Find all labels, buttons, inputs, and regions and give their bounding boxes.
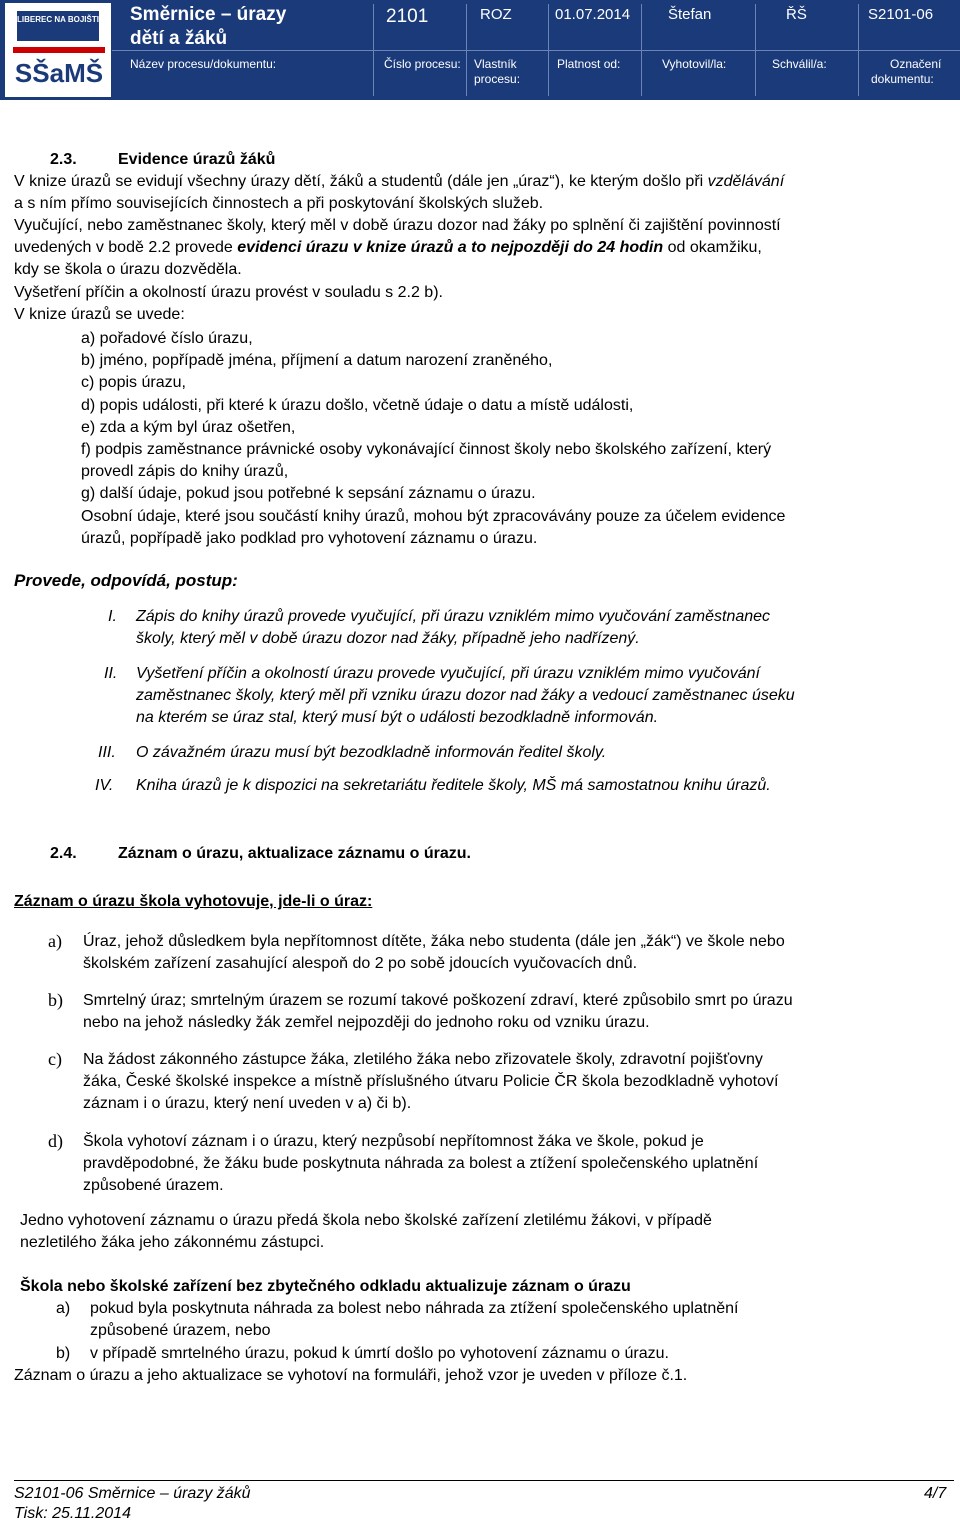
- header-col-divider: [548, 4, 549, 96]
- list-item: d) popis události, při které k úrazu došlo, včetně údaje o datu a místě události,: [81, 397, 634, 414]
- label-mark-1: Označení: [890, 57, 942, 71]
- footer-document: S2101-06 Směrnice – úrazy žáků: [14, 1485, 251, 1502]
- label-number: Číslo procesu:: [384, 57, 461, 71]
- text-run-italic: vzdělávání: [707, 173, 785, 190]
- valid-from: 01.07.2014: [555, 6, 631, 23]
- paragraph-line: Vyučující, nebo zaměstnanec školy, který měl v době úrazu dozor nad žáky po splnění či zajištění povinností: [14, 217, 781, 234]
- label-valid: Platnost od:: [557, 57, 621, 71]
- procedure-line: Kniha úrazů je k dispozici na sekretariátu ředitele školy, MŠ má samostatnou knihu úrazů.: [136, 777, 771, 794]
- text-run-bold-italic: evidenci úrazu v knize úrazů a to nejpozději do 24 hodin: [237, 239, 664, 256]
- header-col-divider: [641, 4, 642, 96]
- list-marker: b): [56, 1345, 71, 1362]
- paragraph-line: způsobené úrazem, nebo: [90, 1322, 271, 1339]
- list-item: b) jméno, popřípadě jména, příjmení a datum narození zraněného,: [81, 352, 553, 369]
- section-title: Evidence úrazů žáků: [118, 151, 276, 168]
- roman-numeral: I.: [108, 608, 117, 625]
- list-item: c) popis úrazu,: [81, 374, 186, 391]
- procedure-heading: Provede, odpovídá, postup:: [14, 571, 238, 590]
- procedure-line: na kterém se úraz stal, který musí být o události bezodkladně informován.: [136, 709, 659, 726]
- procedure-line: školy, který měl v době úrazu dozor nad žáky, případně jeho nadřízený.: [136, 630, 640, 647]
- roman-numeral: II.: [104, 665, 118, 682]
- paragraph-line: Smrtelný úraz; smrtelným úrazem se rozumí takové poškození zdraví, které způsobilo smrt po úrazu: [83, 992, 793, 1009]
- paragraph-line: Jedno vyhotovení záznamu o úrazu předá škola nebo školské zařízení zletilému žákovi, v případě: [20, 1212, 712, 1229]
- doc-title-line2: dětí a žáků: [130, 28, 228, 49]
- paragraph-line: [14, 237, 762, 259]
- process-owner: ROZ: [480, 6, 512, 23]
- paragraph-line: pravděpodobné, že žáku bude poskytnuta náhrada za bolest a ztížení společenského uplatnění: [83, 1155, 759, 1172]
- list-marker: a): [56, 1300, 71, 1317]
- paragraph-line: nebo na jehož následky žák zemřel nejpozději do jednoho roku od vzniku úrazu.: [83, 1014, 650, 1031]
- header-divider: [112, 50, 960, 51]
- label-owner-2: procesu:: [474, 72, 521, 86]
- footer-page-number: 4/7: [924, 1485, 947, 1502]
- list-marker: c): [48, 1049, 62, 1069]
- label-approved: Schválil/a:: [772, 57, 827, 71]
- paragraph-line: Úraz, jehož důsledkem byla nepřítomnost dítěte, žáka nebo studenta (dále jen „žák“) ve škole nebo: [83, 933, 785, 950]
- roman-numeral: III.: [98, 744, 116, 761]
- list-item: a) pořadové číslo úrazu,: [81, 330, 253, 347]
- list-item: e) zda a kým byl úraz ošetřen,: [81, 419, 296, 436]
- paragraph-line: záznam i o úrazu, který není uveden v a) či b).: [83, 1095, 412, 1112]
- footer-print-date: Tisk: 25.11.2014: [14, 1505, 131, 1522]
- doc-title-line1: Směrnice – úrazy: [130, 4, 287, 25]
- roman-numeral: IV.: [95, 777, 114, 794]
- header-col-divider: [755, 4, 756, 96]
- list-item: f) podpis zaměstnance právnické osoby vykonávající činnost školy nebo školského zařízení, který: [81, 441, 772, 458]
- list-item: g) další údaje, pokud jsou potřebné k sepsání záznamu o úrazu.: [81, 485, 536, 502]
- text-run: uvedených v bodě 2.2 provede: [14, 239, 238, 256]
- procedure-line: O závažném úrazu musí být bezodkladně informován ředitel školy.: [136, 744, 607, 761]
- paragraph-line: Škola vyhotoví záznam i o úrazu, který nezpůsobí nepřítomnost žáka ve škole, pokud je: [83, 1133, 704, 1150]
- list-marker: a): [48, 931, 62, 951]
- logo-stripe: [13, 47, 105, 53]
- text-run: V knize úrazů se evidují všechny úrazy dětí, žáků a studentů (dále jen „úraz“), ke kterým došlo při: [14, 173, 708, 190]
- paragraph-line: úrazů, popřípadě jako podklad pro vyhotovení záznamu o úrazu.: [81, 530, 538, 547]
- paragraph-line: a s ním přímo souvisejících činnostech a při poskytování školských služeb.: [14, 195, 544, 212]
- label-owner-1: Vlastník: [474, 57, 517, 71]
- label-created: Vyhotovil/la:: [662, 57, 727, 71]
- label-name: Název procesu/dokumentu:: [130, 57, 277, 71]
- header-col-divider: [466, 4, 467, 96]
- label-mark-2: dokumentu:: [871, 72, 934, 86]
- created-by: Štefan: [668, 6, 712, 23]
- paragraph-line: pokud byla poskytnuta náhrada za bolest nebo náhrada za ztížení společenského uplatnění: [90, 1300, 739, 1317]
- procedure-line: Vyšetření příčin a okolností úrazu provede vyučující, při úrazu vzniklém mimo vyučování: [136, 665, 760, 682]
- paragraph-line: Záznam o úrazu a jeho aktualizace se vyhotoví na formuláři, jehož vzor je uveden v příloze č.1.: [14, 1367, 688, 1384]
- subsection-heading: Záznam o úrazu škola vyhotovuje, jde-li o úraz:: [14, 893, 373, 910]
- school-logo: [4, 2, 112, 98]
- paragraph-line: Osobní údaje, které jsou součástí knihy úrazů, mohou být zpracovávány pouze za účelem evidence: [81, 508, 786, 525]
- paragraph-line: žáka, České školské inspekce a místně příslušného útvaru Policie ČR škola bezodkladně vyhotoví: [83, 1073, 779, 1090]
- paragraph-heading: Škola nebo školské zařízení bez zbytečného odkladu aktualizuje záznam o úrazu: [20, 1278, 631, 1295]
- section-number: 2.3.: [50, 151, 77, 168]
- section-title: Záznam o úrazu, aktualizace záznamu o úrazu.: [118, 845, 471, 862]
- paragraph-line: v případě smrtelného úrazu, pokud k úmrtí došlo po vyhotovení záznamu o úrazu.: [90, 1345, 669, 1362]
- logo-top-text: LIBEREC NA BOJIŠTI: [17, 11, 99, 41]
- list-item: provedl zápis do knihy úrazů,: [81, 463, 289, 480]
- paragraph-line: [14, 171, 784, 193]
- paragraph-line: Na žádost zákonného zástupce žáka, zletilého žáka nebo zřizovatele školy, zdravotní pojišťovny: [83, 1051, 763, 1068]
- approved-by: ŘŠ: [786, 6, 807, 23]
- section-number: 2.4.: [50, 845, 77, 862]
- paragraph-line: Vyšetření příčin a okolností úrazu provést v souladu s 2.2 b).: [14, 284, 443, 301]
- footer-rule: [14, 1480, 954, 1481]
- paragraph-line: V knize úrazů se uvede:: [14, 306, 185, 323]
- list-marker: d): [48, 1131, 63, 1151]
- header-col-divider: [373, 4, 374, 96]
- document-id: S2101-06: [868, 6, 934, 23]
- header-col-divider: [858, 4, 859, 96]
- list-marker: b): [48, 990, 63, 1010]
- document-header: [0, 0, 960, 100]
- paragraph-line: kdy se škola o úrazu dozvěděla.: [14, 261, 242, 278]
- procedure-line: zaměstnanec školy, který měl při vzniku úrazu dozor nad žáky a vedoucí zaměstnanec úseku: [136, 687, 795, 704]
- paragraph-line: způsobené úrazem.: [83, 1177, 224, 1194]
- logo-text: SŠaMŠ: [14, 58, 104, 88]
- procedure-line: Zápis do knihy úrazů provede vyučující, při úrazu vzniklém mimo vyučování zaměstnanec: [136, 608, 771, 625]
- process-number: 2101: [386, 6, 429, 27]
- paragraph-line: školském zařízení zasahující alespoň do 2 po sobě jdoucích vyučovacích dnů.: [83, 955, 638, 972]
- text-run: od okamžiku,: [663, 239, 762, 256]
- paragraph-line: nezletilého žáka jeho zákonnému zástupci.: [20, 1234, 325, 1251]
